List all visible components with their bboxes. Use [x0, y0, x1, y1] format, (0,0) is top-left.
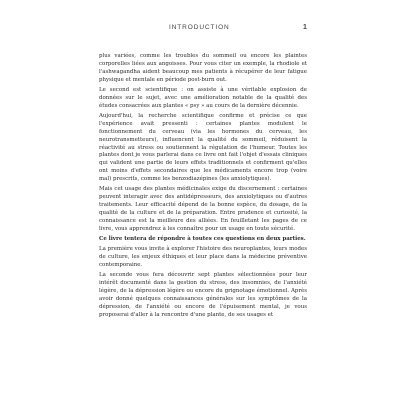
page-number: 1 [303, 24, 308, 31]
paragraph: Mais cet usage des plantes médicinales exige du discernement : certaines peuvent interagir avec des antidépresseurs, des anxiolytiques ou d'autres traitements. Leur efficacité dépend de la bonne espèce, du dosage, de la qualité de la culture et de la préparation. Entre prudence et curiosité, la connaissance est la meilleure des alliées. En feuilletant les pages de ce livre, vous apprendrez à les connaître pour un usage en toute sécurité. [99, 186, 307, 232]
paragraph: La première vous invite à explorer l'histoire des neuroplantes, leurs modes de culture, les enjeux éthiques et leur place dans la médecine préventive contemporaine. [99, 246, 307, 269]
running-title: INTRODUCTION [169, 24, 230, 31]
paragraph: plus variées, comme les troubles du sommeil ou encore les plaintes corporelles liées aux angoisses. Pour vous citer un exemple, la rhodiole et l'ashwagandha aident beaucoup mes patients à récupérer de leur fatigue physique et mentale en période post-burn out. [99, 53, 307, 83]
paragraph: Aujourd'hui, la recherche scientifique confirme et précise ce que l'expérience avait pressenti : certaines plantes modulent le fonctionnement du cerveau (via les hormones du cerveau, les neurotransmetteurs), influencent la qualité du sommeil, réduisent la réactivité au stress ou soutiennent la régulation de l'humeur. Toutes les plantes dont je vous parlerai dans ce livre ont fait l'objet d'essais cliniques qui valident une partie de leurs effets traditionnels et confirment qu'elles ont moins d'effets secondaires que les médicaments encore trop (voire mal) prescrits, comme les benzodiazépines (les anxiolytiques). [99, 112, 307, 183]
paragraph: La seconde vous fera découvrir sept plantes sélectionnées pour leur intérêt documenté dans la gestion du stress, des insomnies, de l'anxiété légère, de la dépression légère ou encore du grignotage émotionnel. Après avoir donné quelques connaissances générales sur les symptômes de la dépression, de l'anxiété ou encore de l'épuisement mental, je vous proposerai d'aller à la rencontre d'une plante, de ses usages et [99, 272, 307, 318]
paragraph: Le second est scientifique : on assiste à une véritable explosion de données sur le sujet, avec une amélioration notable de la qualité des études consacrées aux plantes « psy » au cours de la dernière décennie. [99, 86, 307, 109]
section-intro-heading: Ce livre tentera de répondre à toutes ces questions en deux parties. [99, 236, 306, 243]
body-text [99, 53, 307, 322]
